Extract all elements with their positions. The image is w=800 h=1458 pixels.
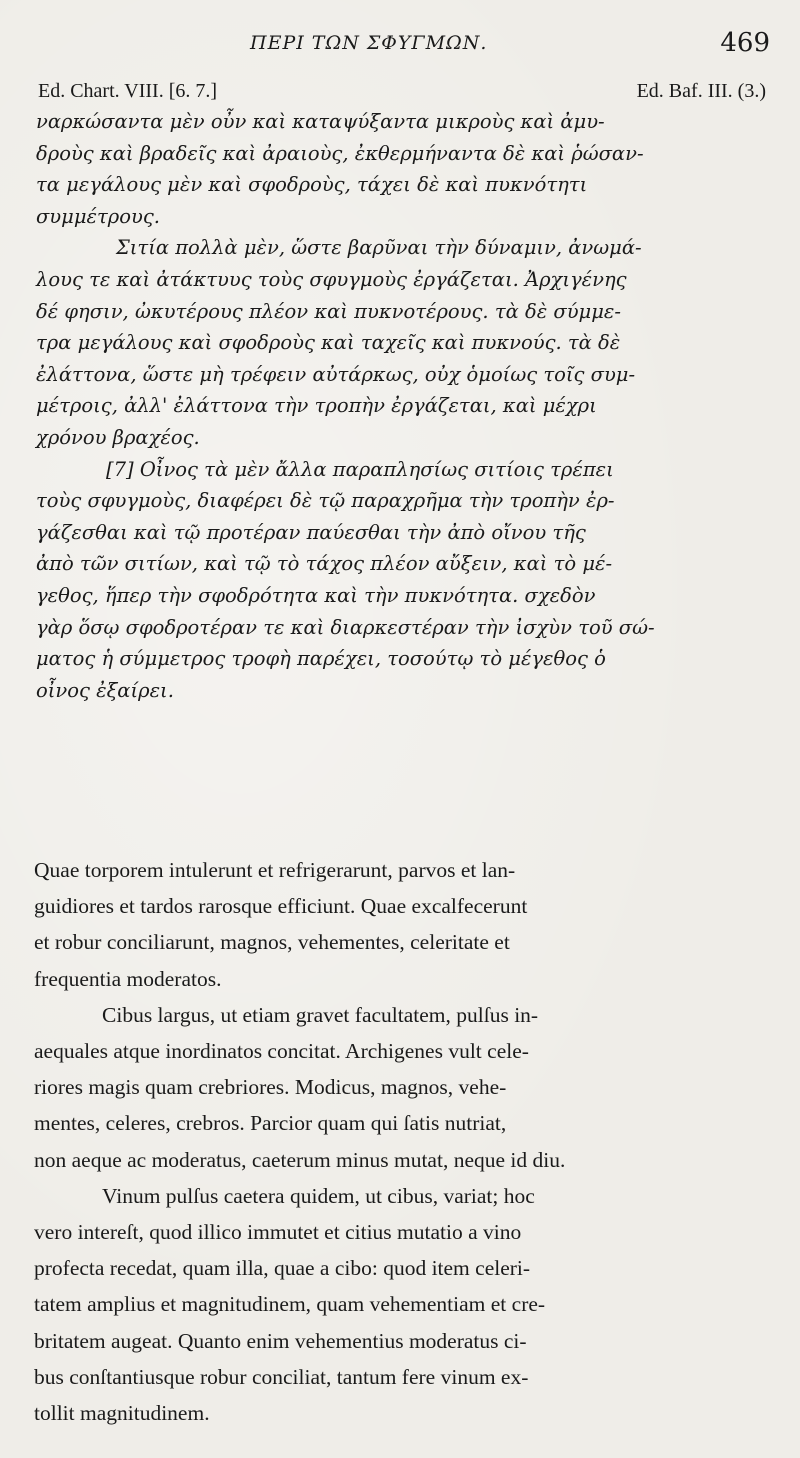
page-number: 469: [720, 28, 770, 58]
text-line: britatem augeat. Quanto enim vehementius moderatus ci-: [34, 1328, 527, 1353]
latin-paragraph-2: [34, 997, 768, 1178]
running-title: ΠΕΡΙ ΤΩΝ ΣΦΥΓΜΩΝ.: [250, 32, 488, 54]
greek-paragraph-3: [36, 454, 766, 707]
text-line: vero intereſt, quod illico immutet et citius mutatio a vino: [34, 1220, 522, 1245]
text-line: οἶνος ἐξαίρει.: [36, 678, 174, 702]
greek-paragraph-2: [36, 232, 766, 453]
text-line: ἀπὸ τῶν σιτίων, καὶ τῷ τὸ τάχος πλέον αὔξειν, καὶ τὸ μέ-: [36, 552, 613, 576]
text-line: λους τε καὶ ἀτάκτυυς τοὺς σφυγμοὺς ἐργάζεται. Ἀρχιγένης: [36, 267, 627, 291]
text-line: tollit magnitudinem.: [34, 1401, 210, 1426]
text-line: mentes, celeres, crebros. Parcior quam qui ſatis nutriat,: [34, 1111, 507, 1136]
text-line: Cibus largus, ut etiam gravet facultatem, pulſus in-: [102, 1002, 539, 1027]
text-line: non aeque ac moderatus, caeterum minus mutat, neque id diu.: [34, 1147, 566, 1172]
text-line: γεθος, ἥπερ τὴν σφοδρότητα καὶ τὴν πυκνότητα. σχεδὸν: [36, 583, 596, 607]
text-line: aequales atque inordinatos concitat. Archigenes vult cele-: [34, 1039, 529, 1064]
text-line: Σιτία πολλὰ μὲν, ὥστε βαρῦναι τὴν δύναμιν, ἀνωμά-: [116, 236, 642, 260]
edition-references: [38, 80, 766, 108]
text-line: guidiores et tardos rarosque efficiunt. Quae excalfecerunt: [34, 894, 528, 919]
text-line: τα μεγάλους μὲν καὶ σφοδροὺς, τάχει δὲ καὶ πυκνότητι: [36, 173, 588, 197]
page-header: [0, 28, 800, 68]
text-line: bus conſtantiusque robur conciliat, tantum fere vinum ex-: [34, 1364, 529, 1389]
text-line: γάζεσθαι καὶ τῷ προτέραν παύεσθαι τὴν ἀπὸ οἴνου τῆς: [36, 520, 586, 544]
latin-paragraph-1: [34, 852, 768, 997]
greek-paragraph-1: [36, 106, 766, 232]
text-line: δέ φησιν, ὠκυτέρους πλέον καὶ πυκνοτέρους. τὰ δὲ σύμμε-: [36, 299, 621, 323]
text-line: frequentia moderatos.: [34, 966, 222, 991]
latin-paragraph-3: [34, 1178, 768, 1431]
text-line: συμμέτρους.: [36, 204, 160, 228]
text-line: γὰρ ὅσῳ σφοδροτέραν τε καὶ διαρκεστέραν τὴν ἰσχὺν τοῦ σώ-: [36, 615, 655, 639]
text-line: τρα μεγάλους καὶ σφοδροὺς καὶ ταχεῖς καὶ πυκνούς. τὰ δὲ: [36, 331, 621, 355]
text-line: ἐλάττονα, ὥστε μὴ τρέφειν αὐτάρκως, οὐχ ὁμοίως τοῖς συμ-: [36, 362, 636, 386]
text-line: ματος ἡ σύμμετρος τροφὴ παρέχει, τοσούτῳ τὸ μέγεθος ὁ: [36, 647, 606, 671]
greek-text-block: [36, 106, 766, 706]
text-line: riores magis quam crebriores. Modicus, magnos, vehe-: [34, 1075, 507, 1100]
text-line: χρόνου βραχέος.: [36, 425, 200, 449]
latin-text-block: [34, 852, 768, 1431]
edition-chart: Ed. Chart. VIII. [6. 7.]: [38, 80, 218, 102]
text-line: ναρκώσαντα μὲν οὖν καὶ καταψύξαντα μικροὺς καὶ ἀμυ-: [36, 110, 605, 133]
text-line: δροὺς καὶ βραδεῖς καὶ ἀραιοὺς, ἐκθερμήναντα δὲ καὶ ῥώσαν-: [36, 141, 644, 165]
text-line: μέτροις, ἀλλ' ἐλάττονα τὴν τροπὴν ἐργάζεται, καὶ μέχρι: [36, 394, 597, 418]
text-line: et robur conciliarunt, magnos, vehementes, celeritate et: [34, 930, 510, 955]
text-line: profecta recedat, quam illa, quae a cibo: quod item celeri-: [34, 1256, 531, 1281]
edition-basel: Ed. Baf. III. (3.): [636, 80, 766, 102]
text-line: Quae torporem intulerunt et refrigerarunt, parvos et lan-: [34, 858, 516, 882]
text-line: τοὺς σφυγμοὺς, διαφέρει δὲ τῷ παραχρῆμα τὴν τροπὴν ἐρ-: [36, 489, 615, 513]
text-line: Vinum pulſus caetera quidem, ut cibus, variat; hoc: [102, 1183, 535, 1208]
text-line: tatem amplius et magnitudinem, quam vehementiam et cre-: [34, 1292, 546, 1317]
text-line: [7] Οἶνος τὰ μὲν ἄλλα παραπλησίως σιτίοις τρέπει: [106, 457, 614, 481]
